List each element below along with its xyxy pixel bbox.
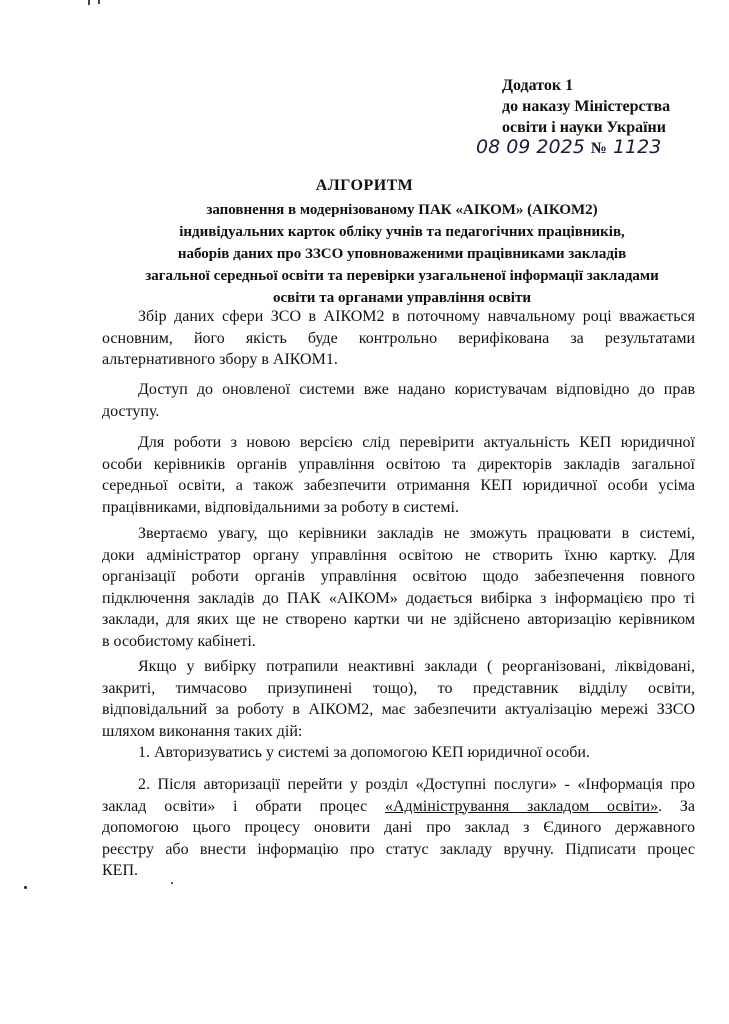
scan-artifact xyxy=(88,0,90,5)
subtitle-line: індивідуальних карток обліку учнів та педагогічних працівників, xyxy=(179,224,625,240)
handwritten-number: 1123 xyxy=(612,136,662,158)
text-line: закриті, тимчасово призупинені тощо), то представник відділу освіти, xyxy=(102,679,695,697)
paragraph-inactive xyxy=(102,656,695,742)
text-line: в особистому кабінеті. xyxy=(102,632,256,650)
text-line: основним, його якість буде контрольно верифікована за результатами xyxy=(102,329,695,347)
scan-artifact xyxy=(24,886,27,889)
text-line xyxy=(102,796,695,818)
step-2 xyxy=(102,774,695,882)
text-line: середньої освіти, а також забезпечити отримання КЕП юридичної особи усіма xyxy=(102,477,695,495)
step-1 xyxy=(102,742,695,764)
handwritten-date: 08 09 2025 xyxy=(476,136,585,158)
subtitle-line: загальної середньої освіти та перевірки узагальненої інформації закладами xyxy=(145,268,659,284)
order-date-number xyxy=(476,136,661,158)
text-line: реєстру або внести інформацію про статус закладу вручну. Підписати процес xyxy=(102,840,695,858)
text-line: Звертаємо увагу, що керівники закладів не зможуть працювати в системі, xyxy=(138,525,695,542)
text-line: відповідальний за роботу в АІКОМ2, має забезпечити актуалізацію мережі ЗЗСО xyxy=(102,701,695,719)
paragraph-attention xyxy=(102,523,695,653)
subtitle-line: наборів даних про ЗЗСО уповноваженими працівниками закладів xyxy=(177,246,627,262)
text-line: Збір даних сфери ЗСО в АІКОМ2 в поточному навчальному році вважається xyxy=(138,308,695,325)
paragraph-collection xyxy=(102,306,695,371)
subtitle-line: заповнення в модернізованому ПАК «АІКОМ» (АІКОМ2) xyxy=(206,202,598,218)
appendix-header xyxy=(502,75,670,138)
text-line: працівниками, відповідальними за роботу в системі. xyxy=(102,498,459,516)
paragraph-kep-check xyxy=(102,432,695,518)
text-line: особи керівників органів управління освітою та директорів закладів загальної xyxy=(102,455,695,473)
appendix-line: до наказу Міністерства xyxy=(502,98,671,115)
text-line: Доступ до оновленої системи вже надано користувачам відповідно до прав xyxy=(138,381,695,398)
appendix-line: Додаток 1 xyxy=(502,77,574,94)
text-line: Якщо у вибірку потрапили неактивні заклади ( реорганізовані, ліквідовані, xyxy=(138,658,695,675)
scan-artifact xyxy=(98,0,100,4)
text-line: КЕП. xyxy=(102,862,138,880)
subtitle-line: освіти та органами управління освіти xyxy=(273,290,531,306)
scan-artifact xyxy=(171,882,173,884)
document-subtitle xyxy=(72,199,729,309)
text-line: заклади, для яких ще не створено картки чи не здійснено авторизацію керівником xyxy=(102,611,695,629)
process-link: «Адміністрування закладом освіти» xyxy=(384,797,659,815)
number-label: № xyxy=(590,140,607,157)
text-line: 1. Авторизуватись у системі за допомогою КЕП юридичної особи. xyxy=(138,744,590,761)
text-line: Для роботи з новою версією слід перевірити актуальність КЕП юридичної xyxy=(138,434,695,451)
text-line: 2. Після авторизації перейти у розділ «Доступні послуги» - «Інформація про xyxy=(138,776,695,793)
text-line: допомогою цього процесу оновити дані про заклад з Єдиного державного xyxy=(102,819,695,837)
document-title: АЛГОРИТМ xyxy=(315,177,414,194)
text-line: альтернативного збору в АІКОМ1. xyxy=(102,351,338,369)
text-line: доки адміністратор органу управління освітою не створить їхню картку. Для xyxy=(102,546,695,564)
paragraph-access xyxy=(102,379,695,422)
appendix-line: освіти і науки України xyxy=(502,119,666,136)
text-fragment: заклад освіти» і обрати процес xyxy=(102,797,385,815)
text-line: доступу. xyxy=(102,402,160,420)
text-line: підключення закладів до ПАК «АІКОМ» додається вибірка з інформацією про ті xyxy=(102,589,695,607)
text-fragment: . За xyxy=(658,797,696,815)
text-line: шляхом виконання таких дій: xyxy=(102,722,303,740)
text-line: організації роботи органів управління освітою щодо забезпечення повного xyxy=(102,568,695,586)
